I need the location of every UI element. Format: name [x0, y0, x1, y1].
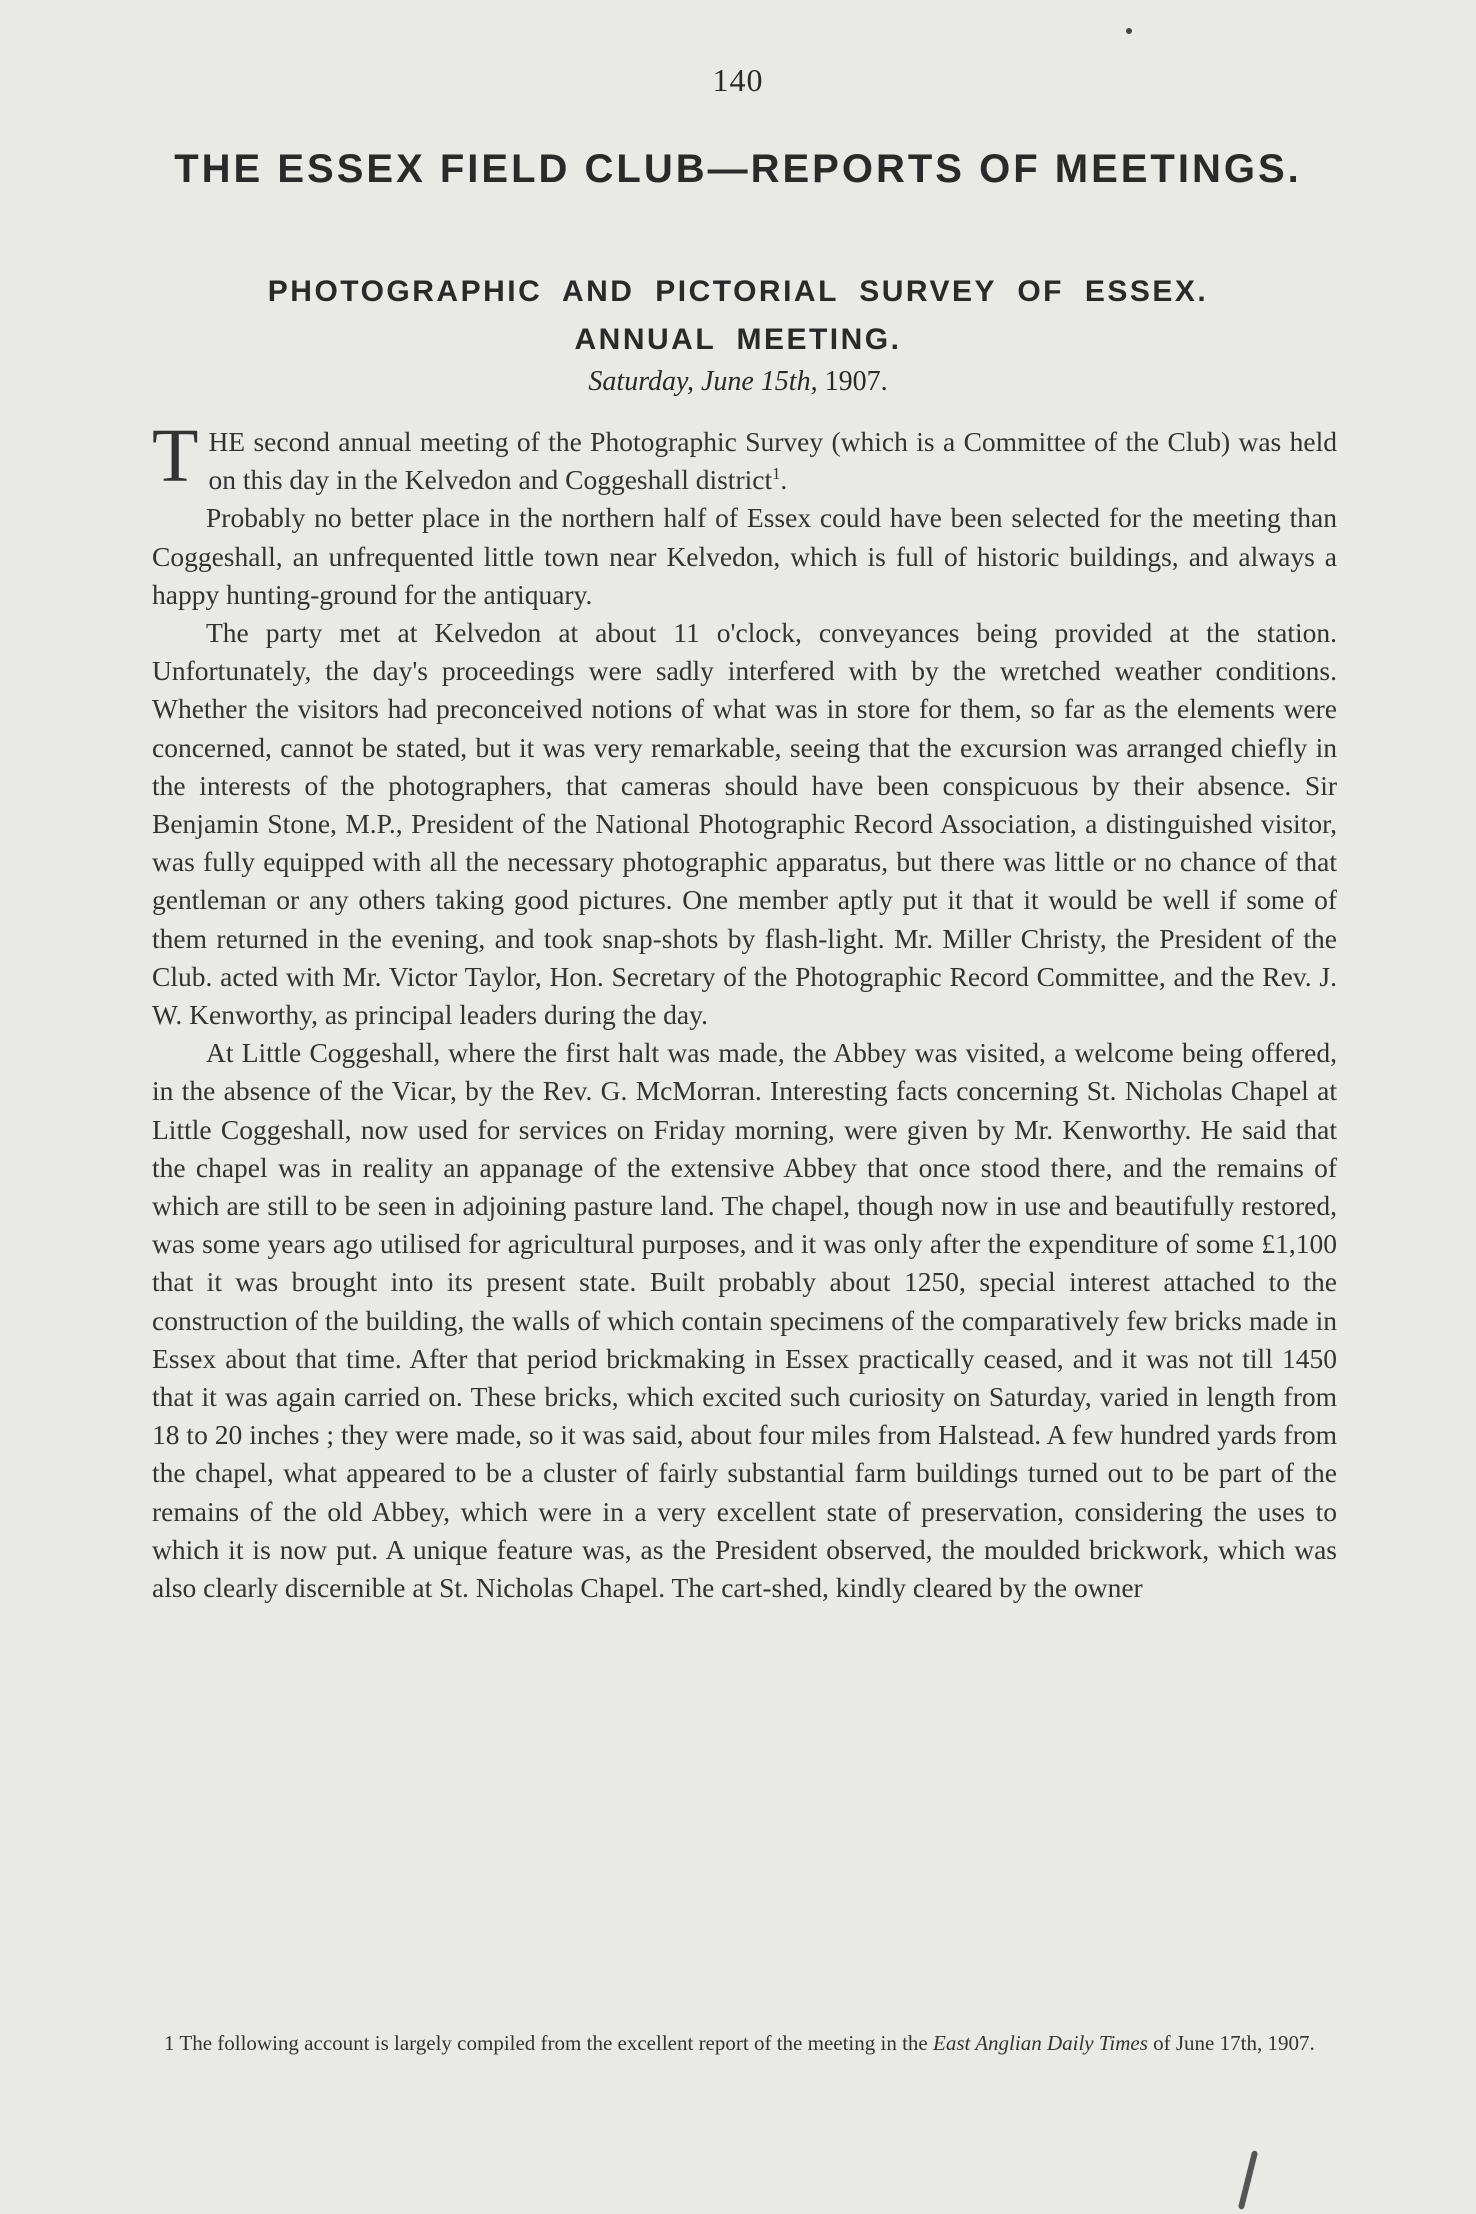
page-number: 140	[712, 62, 764, 98]
footnote-ref: 1	[772, 464, 781, 484]
paragraph-1-end: .	[780, 464, 788, 496]
scan-pen-stroke	[1238, 2150, 1258, 2210]
meeting-date	[0, 366, 1476, 398]
drop-cap: T	[152, 414, 199, 498]
footnote-text: The following account is largely compiled from the excellent report of the meeting in the	[174, 2031, 933, 2055]
section-subtitle	[150, 268, 1326, 364]
page-title: THE ESSEX FIELD CLUB—REPORTS OF MEETINGS.	[174, 147, 1302, 191]
footnote-number: 1	[164, 2031, 175, 2055]
date-day: Saturday, June 15th,	[588, 366, 818, 397]
paragraph-1-text: HE second annual meeting of the Photographic Survey (which is a Committee of the Club) was held on this day in the Kelvedon and Coggeshall district	[208, 426, 1337, 496]
date-year: 1907.	[817, 366, 888, 397]
paragraph-1	[152, 414, 1337, 499]
footnote	[152, 2030, 1337, 2056]
paragraph-2: Probably no better place in the northern half of Essex could have been selected for the meeting than Coggeshall, an unfrequented little town near Kelvedon, which is full of historic buildings, and always a happy hunting-ground for the antiquary.	[152, 502, 1337, 610]
paragraph-3: The party met at Kelvedon at about 11 o'clock, conveyances being provided at the station. Unfortunately, the day's proceedings were sadly interfered with by the wretched weather conditions. Whether the visitors had preconceived notions of what was in store for them, so far as the elements were concerned, cannot be stated, but it was very remarkable, seeing that the excursion was arranged chiefly in the interests of the photographers, that cameras should have been conspicuous by their absence. Sir Benjamin Stone, M.P., President of the National Photographic Record Association, a distinguished visitor, was fully equipped with all the necessary photographic apparatus, but there was little or no chance of that gentleman or any others taking good pictures. One member aptly put it that it would be well if some of them returned in the evening, and took snap-shots by flash-light. Mr. Miller Christy, the President of the Club. acted with Mr. Victor Taylor, Hon. Secretary of the Photographic Record Committee, and the Rev. J. W. Kenworthy, as principal leaders during the day.	[152, 617, 1337, 1031]
footnote-source: East Anglian Daily Times	[933, 2031, 1148, 2055]
paragraph-4: At Little Coggeshall, where the first halt was made, the Abbey was visited, a welcome being offered, in the absence of the Vicar, by the Rev. G. McMorran. Interesting facts concerning St. Nicholas Chapel at Little Coggeshall, now used for services on Friday morning, were given by Mr. Kenworthy. He said that the chapel was in reality an appanage of the extensive Abbey that once stood there, and the remains of which are still to be seen in adjoining pasture land. The chapel, though now in use and beautifully restored, was some years ago utilised for agricultural purposes, and it was only after the expenditure of some £1,100 that it was brought into its present state. Built probably about 1250, special interest attached to the construction of the building, the walls of which contain specimens of the comparatively few bricks made in Essex about that time. After that period brickmaking in Essex practically ceased, and it was not till 1450 that it was again carried on. These bricks, which excited such curiosity on Saturday, varied in length from 18 to 20 inches ; they were made, so it was said, about four miles from Halstead. A few hundred yards from the chapel, what appeared to be a cluster of fairly substantial farm buildings turned out to be part of the remains of the old Abbey, which were in a very excellent state of preservation, considering the uses to which it is now put. A unique feature was, as the President observed, the moulded brickwork, which was also clearly discernible at St. Nicholas Chapel. The cart-shed, kindly cleared by the owner	[152, 1037, 1337, 1604]
scan-dot	[1126, 28, 1132, 34]
footnote-text-end: of June 17th, 1907.	[1147, 2031, 1315, 2055]
report-body	[152, 414, 1337, 1607]
subtitle-line-2: ANNUAL MEETING.	[574, 323, 902, 356]
subtitle-line-1: PHOTOGRAPHIC AND PICTORIAL SURVEY OF ESSEX.	[267, 275, 1209, 308]
